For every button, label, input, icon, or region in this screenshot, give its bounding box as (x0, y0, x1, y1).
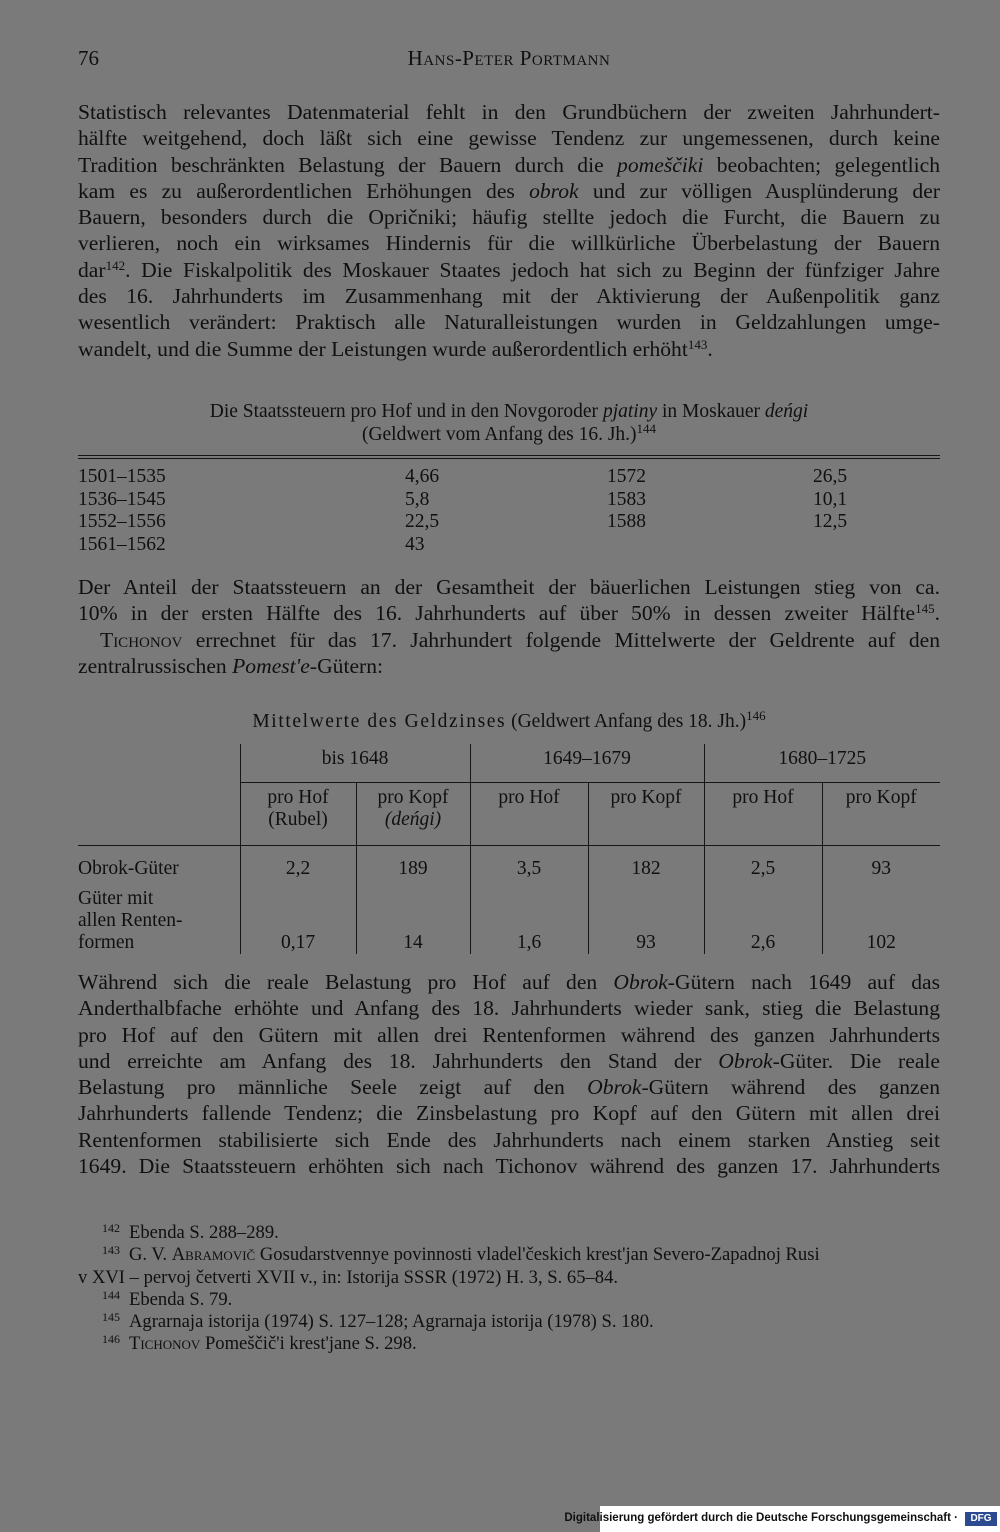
text-line: wesentlich verändert: Praktisch alle Naturalleistungen wurden in Geldzahlungen umge- (78, 310, 940, 335)
column-group-header: 1649–1679 (470, 744, 704, 783)
table-row (78, 888, 940, 954)
table-row: 1552–1556 22,5 1588 12,5 (78, 511, 848, 532)
text-line: Tichonov errechnet für das 17. Jahrhundert folgende Mittelwerte der Geldrente auf den (100, 627, 940, 652)
text-line: Anderthalbfache erhöhte und Anfang des 18. Jahrhunderts wieder sank, stieg die Belastung (78, 996, 940, 1021)
table-cell: 1,6 (470, 888, 588, 954)
tax-table (78, 466, 940, 556)
table-row: 1561–1562 43 (78, 533, 425, 555)
column-header: pro Kopf (588, 783, 704, 846)
text-line: dar$^{142}$. Die Fiskalpolitik des Moskauer Staates jedoch hat sich zu Beginn der fünfziger Jahre (78, 257, 940, 282)
paragraph-2 (78, 574, 940, 679)
table1-top-rule-2 (78, 458, 940, 459)
table-row (78, 846, 940, 889)
rent-table (78, 744, 940, 954)
paragraph-3 (78, 969, 940, 1179)
table2-caption: Mittelwerte des Geldzinses (Geldwert Anfang des 18. Jh.)$^{146}$ (252, 708, 766, 732)
text-line: 10% in der ersten Hälfte des 16. Jahrhunderts auf über 50% in dessen zweiter Hälfte$^{145}$. (78, 601, 940, 626)
table-cell: 102 (822, 888, 940, 954)
table-cell: 93 (822, 846, 940, 889)
text-line: verlieren, noch ein wirksames Hindernis für die willkürliche Überbelastung der Bauern (78, 231, 940, 256)
footnote-143: $^{143}$ G. V. Abramovič Gosudarstvennye povinnosti vladel'českich krest'jan Severo-Zapadnoj Rusi (102, 1243, 820, 1266)
table-cell: 182 (588, 846, 704, 889)
text-line: 1649. Die Staatssteuern erhöhten sich nach Tichonov während des ganzen 17. Jahrhunderts (78, 1154, 940, 1179)
text-line: wandelt, und die Summe der Leistungen wurde außerordentlich erhöht$^{143}$. (78, 336, 713, 361)
row-label: Güter mit allen Renten- formen (78, 888, 183, 953)
footnote-ref: 144 (636, 421, 657, 436)
column-group-header: 1680–1725 (704, 744, 940, 783)
table-cell: 189 (356, 846, 470, 889)
footnote-ref: 146 (746, 708, 766, 723)
footnote-143-cont: v XVI – pervoj četverti XVII v., in: Istorija SSSR (1972) H. 3, S. 65–84. (78, 1266, 619, 1288)
table-subheader-row (78, 783, 940, 846)
table-cell: 93 (588, 888, 704, 954)
running-head-author: Hans-Peter Portmann (407, 46, 611, 70)
column-header: pro Hof (704, 783, 822, 846)
table-cell: 2,5 (704, 846, 822, 889)
text-line: Bauern, besonders durch die Opričniki; häufig stellte jedoch die Furcht, die Bauern zu (78, 205, 940, 230)
table-row: 1501–1535 4,66 1572 26,5 (78, 466, 848, 487)
text-line: und erreichte am Anfang des 18. Jahrhunderts den Stand der Obrok-Güter. Die reale (78, 1048, 940, 1073)
table1-top-rule (78, 455, 940, 456)
text-line: Tradition beschränkten Belastung der Bauern durch die pomeščiki beobachten; gelegentlich (78, 152, 941, 177)
footnote-144: $^{144}$ Ebenda S. 79. (102, 1287, 233, 1310)
footnote-ref: 142 (105, 257, 126, 273)
table-header-row (78, 744, 940, 783)
table-row: 1536–1545 5,8 1583 10,1 (78, 488, 848, 510)
table1-caption: Die Staatssteuern pro Hof und in den Novgoroder pjatiny in Moskauer deńgi (Geldwert vom Anfang des 16. Jh.)$^{144}$ (209, 401, 809, 445)
column-header: pro Kopf (deńgi) (356, 783, 470, 846)
text-line: Statistisch relevantes Datenmaterial fehlt in den Grundbüchern der zweiten Jahrhundert- (78, 100, 940, 124)
table-cell: 2,2 (240, 846, 356, 889)
text-line: Jahrhunderts fallende Tendenz; die Zinsbelastung pro Kopf auf den Gütern mit allen drei (78, 1101, 940, 1126)
footnotes (78, 1222, 940, 1356)
text-line: hälfte weitgehend, doch läßt sich eine gewisse Tendenz zur ungemessenen, durch keine (78, 126, 940, 151)
table-cell: 2,6 (704, 888, 822, 954)
dfg-logo: DFG (965, 1512, 997, 1526)
text-line: Der Anteil der Staatssteuern an der Gesamtheit der bäuerlichen Leistungen stieg von ca. (78, 575, 940, 599)
text-line: pro Hof auf den Gütern mit allen drei Rentenformen während des ganzen Jahrhunderts (78, 1022, 940, 1047)
footnote-ref: 145 (915, 601, 935, 617)
row-label: Obrok-Güter (78, 858, 179, 879)
rent-table-grid (78, 744, 940, 954)
column-header: pro Hof (470, 783, 588, 846)
footnote-ref: 143 (687, 336, 708, 352)
credit-text: Digitalisierung gefördert durch die Deutsche Forschungsgemeinschaft · (564, 1512, 958, 1524)
page-number: 76 (78, 46, 99, 70)
text-line: des 16. Jahrhunderts im Zusammenhang mit der Aktivierung der Außenpolitik ganz (78, 284, 940, 309)
text-line: Belastung pro männliche Seele zeigt auf den Obrok-Gütern während des ganzen (78, 1075, 940, 1100)
footnote-145: $^{145}$ Agrarnaja istorija (1974) S. 127–128; Agrarnaja istorija (1978) S. 180. (102, 1310, 654, 1333)
footnote-146: $^{146}$ Tichonov Pomeščič'i krest'jane S. 298. (102, 1332, 417, 1355)
running-header (78, 46, 940, 76)
column-header: pro Kopf (822, 783, 940, 846)
table-cell: 3,5 (470, 846, 588, 889)
column-header: pro Hof (Rubel) (240, 783, 356, 846)
paragraph-1 (78, 99, 940, 362)
table-cell: 14 (356, 888, 470, 954)
table-cell: 0,17 (240, 888, 356, 954)
text-line: kam es zu außerordentlichen Erhöhungen des obrok und zur völligen Ausplünderung der (78, 178, 940, 203)
text-line: Während sich die reale Belastung pro Hof auf den Obrok-Gütern nach 1649 auf das (78, 970, 940, 994)
digitization-credit (564, 1506, 1000, 1532)
footnote-142: $^{142}$ Ebenda S. 288–289. (102, 1221, 279, 1243)
text-line: Rentenformen stabilisierte sich Ende des Jahrhunderts nach einem starken Anstieg seit (78, 1127, 940, 1152)
text-line: zentralrussischen Pomest'e-Gütern: (78, 653, 384, 678)
column-group-header: bis 1648 (240, 744, 470, 783)
